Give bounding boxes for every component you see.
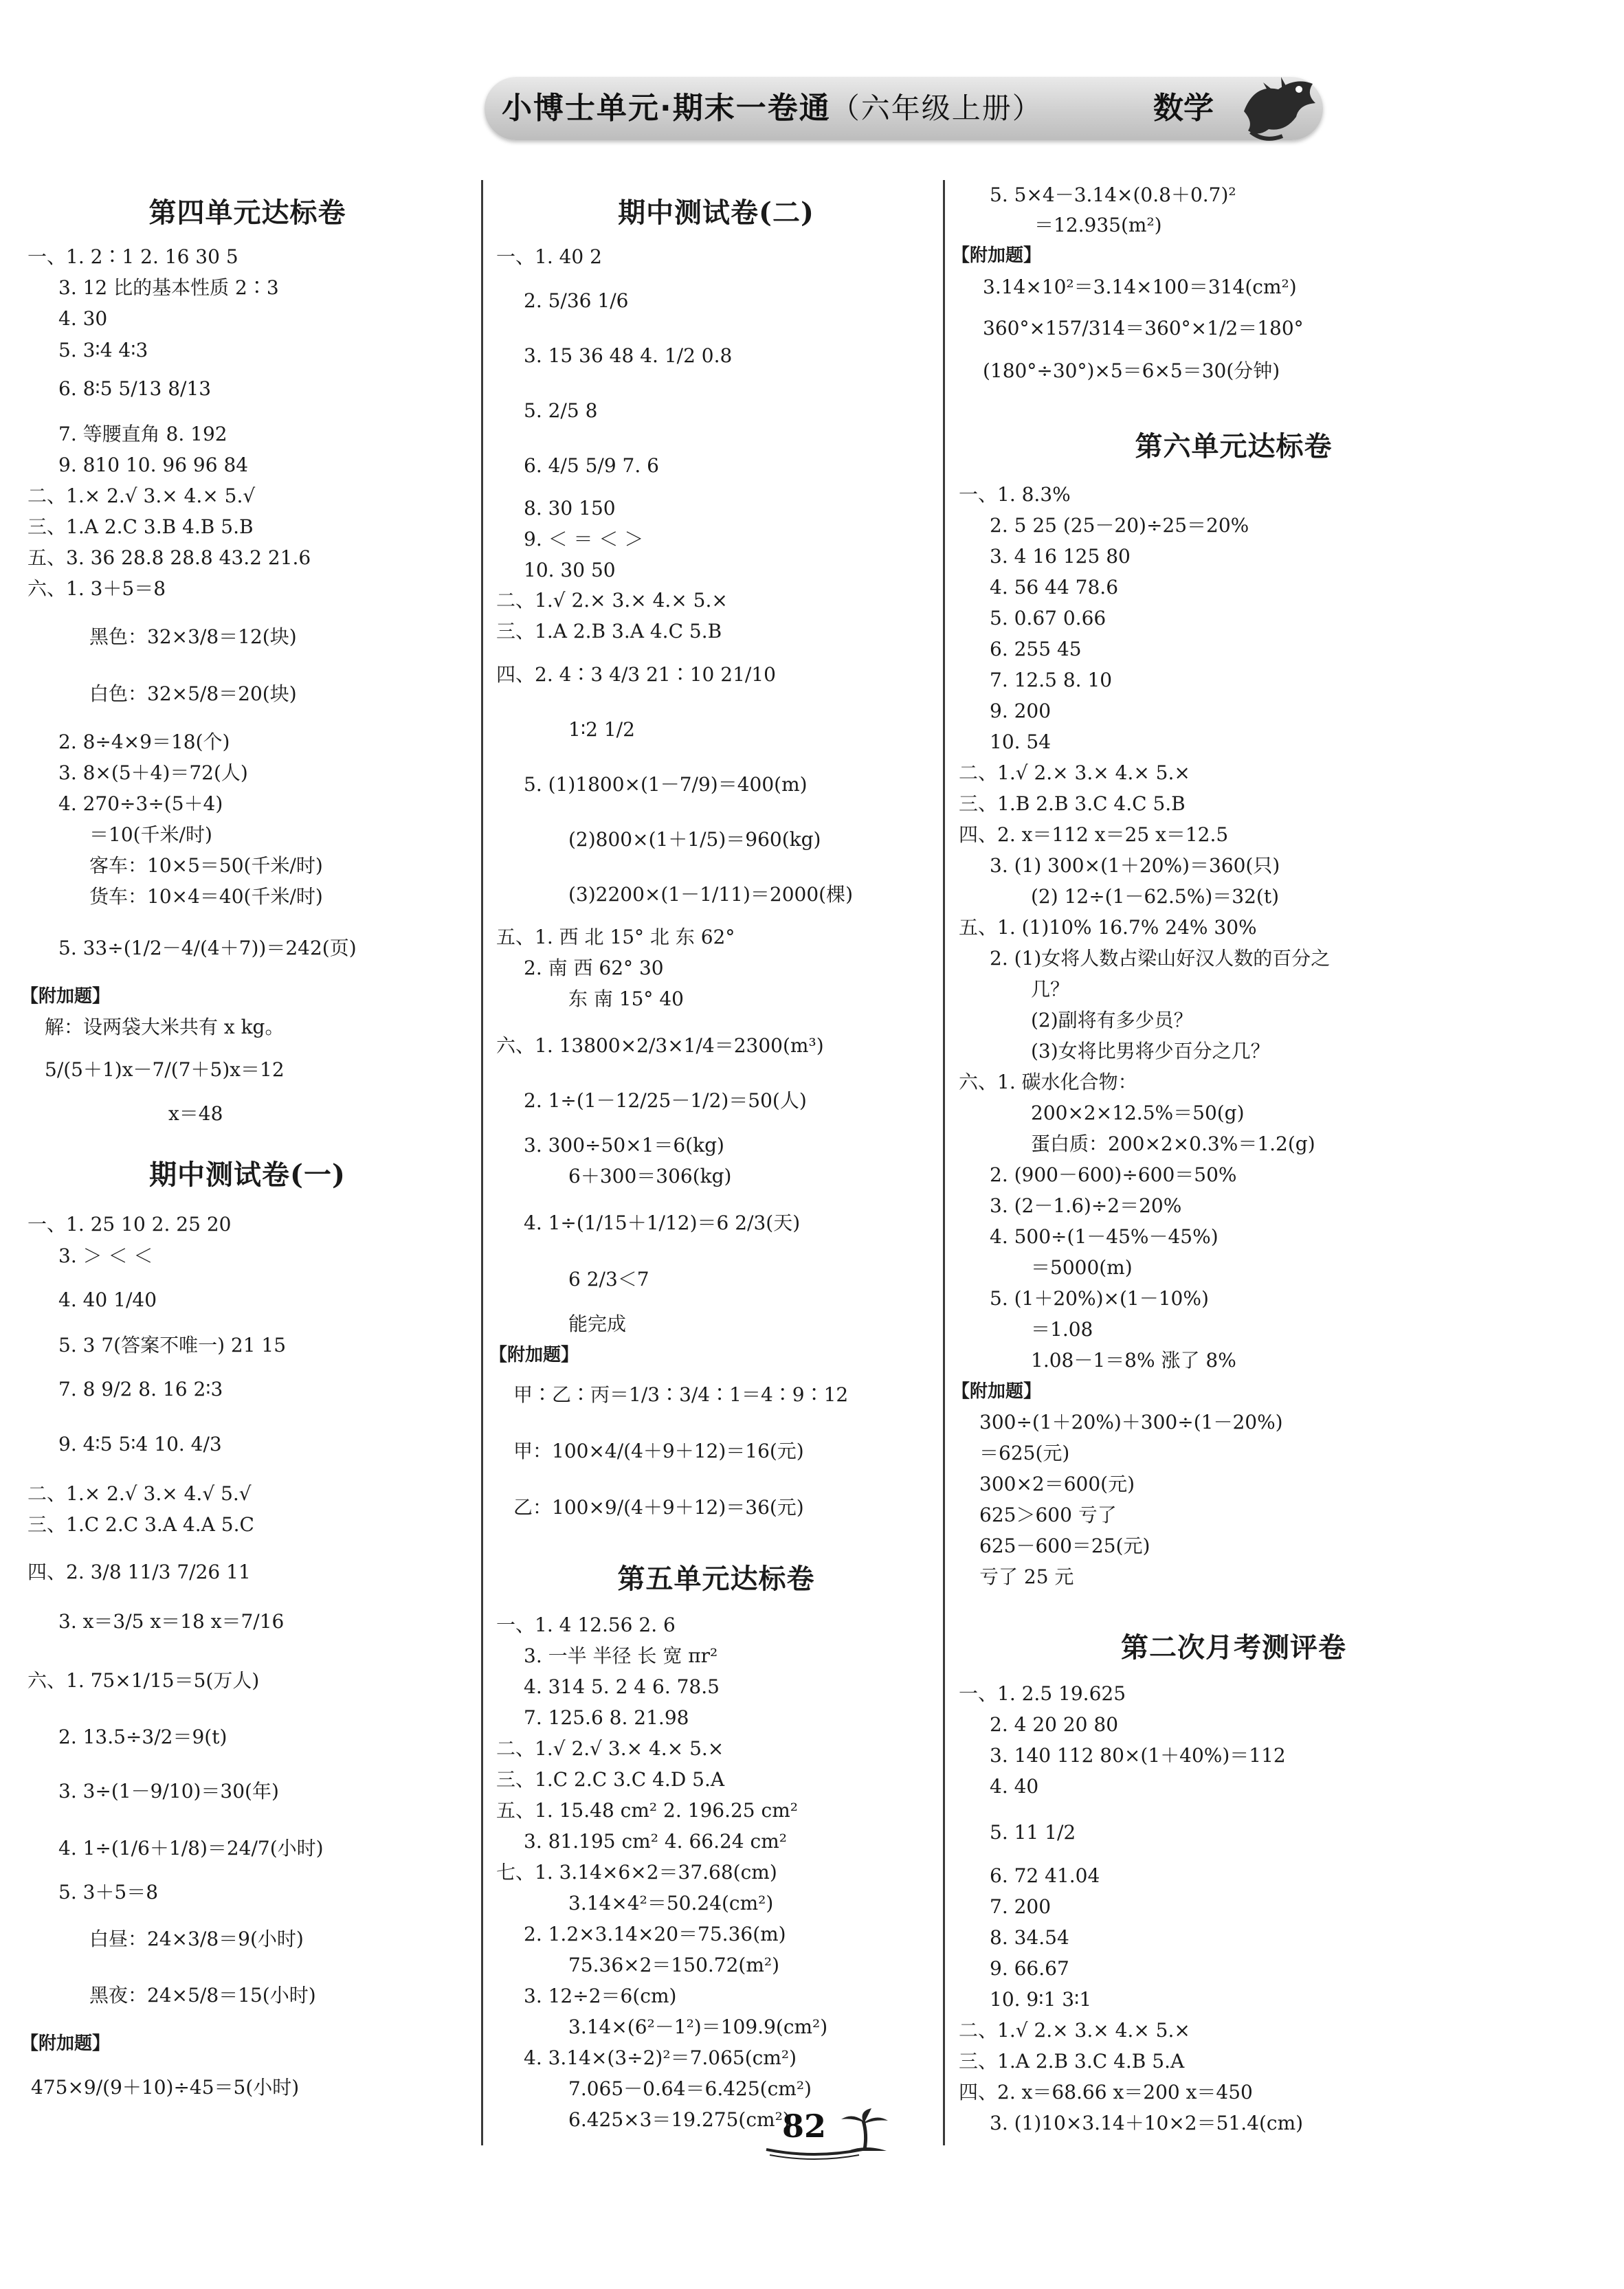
answer-line: 三、1.A 2.B 3.A 4.C 5.B bbox=[496, 620, 722, 643]
answer-line: 5. 2/5 8 bbox=[524, 399, 598, 422]
answer-line: 3.14×(6²－1²)＝109.9(cm²) bbox=[568, 2016, 828, 2038]
answer-line: 乙：100×9/(4＋9＋12)＝36(元) bbox=[513, 1496, 804, 1519]
answer-line: 3. 81.195 cm² 4. 66.24 cm² bbox=[524, 1830, 787, 1853]
answer-line: 五、1. 西 北 15° 北 东 62° bbox=[496, 926, 735, 948]
answer-line: 10. 54 bbox=[990, 730, 1052, 753]
answer-line: 二、1.× 2.√ 3.× 4.√ 5.√ bbox=[27, 1482, 252, 1505]
answer-line: 4. 1÷(1/6＋1/8)＝24/7(小时) bbox=[58, 1837, 324, 1860]
answer-line: 625＞600 亏了 bbox=[979, 1504, 1117, 1526]
answer-line: 7. 12.5 8. 10 bbox=[990, 669, 1113, 691]
answer-line: 6. 8∶5 5/13 8/13 bbox=[58, 377, 212, 400]
answer-line: 4. 314 5. 2 4 6. 78.5 bbox=[524, 1675, 720, 1698]
answer-line: 3. 15 36 48 4. 1/2 0.8 bbox=[524, 344, 733, 367]
column-divider bbox=[943, 180, 945, 2145]
answer-line: 3.14×4²＝50.24(cm²) bbox=[568, 1892, 774, 1914]
answer-line: 蛋白质：200×2×0.3%＝1.2(g) bbox=[1031, 1132, 1315, 1155]
answer-line: 六、1. 13800×2/3×1/4＝2300(m³) bbox=[496, 1034, 824, 1057]
answer-line: 4. 56 44 78.6 bbox=[990, 576, 1119, 599]
answer-line: 5. 33÷(1/2－4/(4＋7))＝242(页) bbox=[58, 937, 357, 959]
grade-label: （六年级上册） bbox=[830, 91, 1043, 125]
answer-line: 3.14×10²＝3.14×100＝314(cm²) bbox=[983, 276, 1297, 298]
section-title: 第四单元达标卷 bbox=[148, 197, 346, 229]
answer-line: (2)800×(1＋1/5)＝960(kg) bbox=[568, 828, 821, 851]
bonus-label: 【附加题】 bbox=[489, 1345, 579, 1365]
answer-line: 3. 一半 半径 长 宽 πr² bbox=[524, 1644, 718, 1667]
answer-line: 3. 3÷(1－9/10)＝30(年) bbox=[58, 1780, 279, 1802]
answer-line: 2. 5 25 (25－20)÷25＝20% bbox=[990, 514, 1249, 537]
answer-line: 3. (1) 300×(1＋20%)＝360(只) bbox=[990, 854, 1280, 877]
answer-line: 东 南 15° 40 bbox=[568, 987, 684, 1010]
page-number: 82 bbox=[782, 2108, 827, 2145]
answer-line: 一、1. 4 12.56 2. 6 bbox=[496, 1614, 676, 1636]
answer-line: 9. ＜ ＝ ＜ ＞ bbox=[524, 528, 644, 550]
answer-line: 4. 1÷(1/15＋1/12)＝6 2/3(天) bbox=[524, 1212, 801, 1234]
answer-line: 一、1. 2∶1 2. 16 30 5 bbox=[27, 245, 238, 268]
column-3 bbox=[952, 180, 1605, 2145]
answer-line: 3. (1)10×3.14＋10×2＝51.4(cm) bbox=[990, 2112, 1304, 2134]
answer-line: 2. (1)女将人数占梁山好汉人数的百分之 bbox=[990, 947, 1331, 970]
answer-line: 一、1. 2.5 19.625 bbox=[959, 1682, 1126, 1705]
answer-line: 5. 3 7(答案不唯一) 21 15 bbox=[58, 1334, 287, 1356]
subject-label: 数学 bbox=[1153, 91, 1214, 126]
answer-line: 7.065－0.64＝6.425(cm²) bbox=[568, 2077, 812, 2100]
answer-line: 6. 4/5 5/9 7. 6 bbox=[524, 454, 659, 477]
palm-tree-icon bbox=[838, 2107, 893, 2155]
section-title: 期中测试卷(一) bbox=[149, 1159, 346, 1191]
answer-line: 7. 等腰直角 8. 192 bbox=[58, 423, 227, 445]
answer-line: 五、1. (1)10% 16.7% 24% 30% bbox=[959, 916, 1257, 939]
answer-line: 黑色：32×3/8＝12(块) bbox=[89, 625, 297, 648]
answer-line: 9. 810 10. 96 96 84 bbox=[58, 454, 249, 476]
answer-line: 货车：10×4＝40(千米/时) bbox=[89, 885, 323, 908]
answer-line: 3. ＞ ＜ ＜ bbox=[58, 1244, 153, 1267]
answer-line: 3. (2－1.6)÷2＝20% bbox=[990, 1194, 1182, 1217]
answer-line: 2. 1÷(1－12/25－1/2)＝50(人) bbox=[524, 1089, 807, 1112]
answer-line: 3. 12÷2＝6(cm) bbox=[524, 1985, 677, 2007]
answer-line: 二、1.× 2.√ 3.× 4.× 5.√ bbox=[27, 484, 256, 507]
answer-line: 5. (1)1800×(1－7/9)＝400(m) bbox=[524, 773, 808, 796]
answer-line: 一、1. 40 2 bbox=[496, 245, 602, 268]
answer-line: 2. 南 西 62° 30 bbox=[524, 957, 664, 979]
answer-line: 5. 0.67 0.66 bbox=[990, 607, 1106, 629]
answer-line: 200×2×12.5%＝50(g) bbox=[1031, 1102, 1245, 1124]
answer-line: 四、2. x＝68.66 x＝200 x＝450 bbox=[959, 2081, 1253, 2103]
answer-line: 9. 200 bbox=[990, 700, 1052, 722]
answer-line: 75.36×2＝150.72(m²) bbox=[568, 1954, 780, 1976]
answer-line: 9. 66.67 bbox=[990, 1957, 1069, 1980]
answer-line: (180°÷30°)×5＝6×5＝30(分钟) bbox=[983, 359, 1280, 382]
answer-line: 能完成 bbox=[568, 1313, 627, 1335]
answer-line: 一、1. 8.3% bbox=[959, 483, 1071, 506]
answer-line: 甲∶乙∶丙＝1/3∶3/4∶1＝4∶9∶12 bbox=[513, 1383, 849, 1406]
answer-line: 6. 72 41.04 bbox=[990, 1864, 1100, 1887]
answer-line: 4. 40 bbox=[990, 1775, 1039, 1798]
answer-line: 10. 9∶1 3∶1 bbox=[990, 1988, 1092, 2011]
answer-line: 4. 270÷3÷(5＋4) bbox=[58, 792, 223, 815]
answer-line: 300÷(1＋20%)＋300÷(1－20%) bbox=[979, 1411, 1283, 1433]
answer-line: 6 2/3＜7 bbox=[568, 1268, 649, 1291]
answer-line: 8. 30 150 bbox=[524, 497, 616, 520]
answer-line: 三、1.A 2.C 3.B 4.B 5.B bbox=[27, 515, 254, 538]
answer-line: 5. 3∶4 4∶3 bbox=[58, 339, 148, 361]
answer-line: 3. 12 比的基本性质 2∶3 bbox=[58, 276, 279, 299]
column-1 bbox=[21, 180, 478, 2145]
answer-line: (2)副将有多少员？ bbox=[1031, 1009, 1193, 1031]
answer-line: 7. 8 9/2 8. 16 2∶3 bbox=[58, 1378, 223, 1400]
answer-line: 三、1.C 2.C 3.A 4.A 5.C bbox=[27, 1513, 254, 1536]
column-divider bbox=[481, 180, 483, 2145]
book-title bbox=[502, 88, 1161, 129]
answer-line: 6. 255 45 bbox=[990, 638, 1082, 660]
bonus-label: 【附加题】 bbox=[21, 986, 111, 1007]
answer-line: x＝48 bbox=[168, 1102, 223, 1125]
answer-line: (3)2200×(1－1/11)＝2000(棵) bbox=[568, 883, 854, 906]
answer-line: 6.425×3＝19.275(cm²) bbox=[568, 2108, 790, 2131]
answer-line: 2. 4 20 20 80 bbox=[990, 1713, 1119, 1736]
answer-line: 300×2＝600(元) bbox=[979, 1473, 1135, 1495]
answer-line: 5. (1＋20%)×(1－10%) bbox=[990, 1287, 1209, 1310]
section-title: 期中测试卷(二) bbox=[618, 197, 814, 229]
section-title: 第二次月考测评卷 bbox=[1121, 1631, 1346, 1664]
answer-line: ＝5000(m) bbox=[1031, 1256, 1133, 1279]
answer-line: 三、1.B 2.B 3.C 4.C 5.B bbox=[959, 792, 1186, 815]
answer-line: 白色：32×5/8＝20(块) bbox=[89, 682, 297, 705]
answer-line: 625－600＝25(元) bbox=[979, 1534, 1150, 1557]
answer-line: 二、1.√ 2.× 3.× 4.× 5.× bbox=[496, 589, 728, 612]
column-2 bbox=[489, 180, 939, 2145]
answer-line: ＝1.08 bbox=[1031, 1318, 1093, 1341]
answer-line: 3. x＝3/5 x＝18 x＝7/16 bbox=[58, 1610, 285, 1633]
answer-line: 3. 4 16 125 80 bbox=[990, 545, 1131, 568]
answer-line: 甲：100×4/(4＋9＋12)＝16(元) bbox=[513, 1440, 804, 1462]
book-title-text: 小博士单元·期末一卷通 bbox=[502, 91, 831, 126]
answer-line: 三、1.A 2.B 3.C 4.B 5.A bbox=[959, 2050, 1185, 2073]
answer-line: 1.08－1＝8% 涨了 8% bbox=[1031, 1349, 1236, 1372]
answer-line: 2. (900－600)÷600＝50% bbox=[990, 1163, 1237, 1186]
answer-line: 五、3. 36 28.8 28.8 43.2 21.6 bbox=[27, 546, 311, 569]
answer-line: 4. 40 1/40 bbox=[58, 1288, 157, 1311]
answer-line: 3. 300÷50×1＝6(kg) bbox=[524, 1134, 724, 1157]
answer-line: 8. 34.54 bbox=[990, 1926, 1069, 1949]
bonus-label: 【附加题】 bbox=[21, 2033, 111, 2054]
answer-line: 4. 3.14×(3÷2)²＝7.065(cm²) bbox=[524, 2046, 797, 2069]
answer-line: 六、1. 75×1/15＝5(万人) bbox=[27, 1669, 260, 1692]
bonus-label: 【附加题】 bbox=[952, 245, 1042, 266]
answer-line: 2. 8÷4×9＝18(个) bbox=[58, 730, 230, 753]
answer-line: 四、2. x＝112 x＝25 x＝12.5 bbox=[959, 823, 1229, 846]
dragon-mascot-icon bbox=[1230, 63, 1326, 146]
answer-line: 2. 5/36 1/6 bbox=[524, 289, 629, 312]
answer-line: 6＋300＝306(kg) bbox=[568, 1165, 732, 1187]
answer-line: 黑夜：24×5/8＝15(小时) bbox=[89, 1984, 316, 2007]
answer-line: 3. 140 112 80×(1＋40%)＝112 bbox=[990, 1744, 1286, 1767]
section-title: 第五单元达标卷 bbox=[617, 1563, 815, 1595]
answer-line: 四、2. 3/8 11/3 7/26 11 bbox=[27, 1561, 251, 1583]
answer-line: 四、2. 4∶3 4/3 21∶10 21/10 bbox=[496, 663, 776, 686]
answer-line: 一、1. 25 10 2. 25 20 bbox=[27, 1213, 232, 1236]
answer-line: (3)女将比男将少百分之几？ bbox=[1031, 1040, 1270, 1062]
answer-line: 七、1. 3.14×6×2＝37.68(cm) bbox=[496, 1861, 777, 1884]
page-footer bbox=[701, 2101, 928, 2163]
answer-line: 5. 11 1/2 bbox=[990, 1821, 1076, 1844]
answer-line: 5/(5＋1)x－7/(7＋5)x＝12 bbox=[45, 1058, 285, 1081]
answer-line: 5. 5×4－3.14×(0.8＋0.7)² bbox=[990, 183, 1236, 206]
answer-line: 二、1.√ 2.× 3.× 4.× 5.× bbox=[959, 761, 1190, 784]
bonus-label: 【附加题】 bbox=[952, 1381, 1042, 1402]
answer-line: ＝12.935(m²) bbox=[1034, 214, 1162, 236]
answer-line: 白昼：24×3/8＝9(小时) bbox=[89, 1928, 304, 1950]
answer-line: 1∶2 1/2 bbox=[568, 718, 635, 741]
answer-line: 9. 4∶5 5∶4 10. 4/3 bbox=[58, 1433, 222, 1455]
answer-line: 3. 8×(5＋4)＝72(人) bbox=[58, 761, 248, 784]
answer-line: 4. 30 bbox=[58, 307, 108, 330]
answer-line: 5. 3＋5＝8 bbox=[58, 1881, 159, 1903]
answer-line: 2. 13.5÷3/2＝9(t) bbox=[58, 1726, 227, 1748]
answer-line: 几？ bbox=[1031, 978, 1070, 1001]
answer-line: 解：设两袋大米共有 x kg。 bbox=[45, 1016, 285, 1038]
answer-line: 二、1.√ 2.× 3.× 4.× 5.× bbox=[959, 2019, 1190, 2042]
answer-line: ＝625(元) bbox=[979, 1442, 1070, 1464]
answer-line: 三、1.C 2.C 3.C 4.D 5.A bbox=[496, 1768, 725, 1791]
section-title: 第六单元达标卷 bbox=[1135, 430, 1333, 462]
answer-line: 2. 1.2×3.14×20＝75.36(m) bbox=[524, 1923, 786, 1945]
answer-line: 六、1. 3＋5＝8 bbox=[27, 577, 166, 600]
answer-line: 亏了 25 元 bbox=[979, 1565, 1074, 1588]
answer-line: 二、1.√ 2.√ 3.× 4.× 5.× bbox=[496, 1737, 724, 1760]
answer-line: 五、1. 15.48 cm² 2. 196.25 cm² bbox=[496, 1799, 798, 1822]
answer-line: 7. 125.6 8. 21.98 bbox=[524, 1706, 689, 1729]
answer-line: 7. 200 bbox=[990, 1895, 1052, 1918]
answer-line: ＝10(千米/时) bbox=[89, 823, 212, 846]
answer-line: 10. 30 50 bbox=[524, 559, 616, 581]
answer-line: 360°×157/314＝360°×1/2＝180° bbox=[983, 317, 1304, 339]
answer-line: 六、1. 碳水化合物： bbox=[959, 1071, 1137, 1093]
answer-line: 4. 500÷(1－45%－45%) bbox=[990, 1225, 1219, 1248]
answer-line: 客车：10×5＝50(千米/时) bbox=[89, 854, 323, 877]
answer-line: 475×9/(9＋10)÷45＝5(小时) bbox=[31, 2076, 300, 2099]
answer-line: (2) 12÷(1－62.5%)＝32(t) bbox=[1031, 885, 1279, 908]
